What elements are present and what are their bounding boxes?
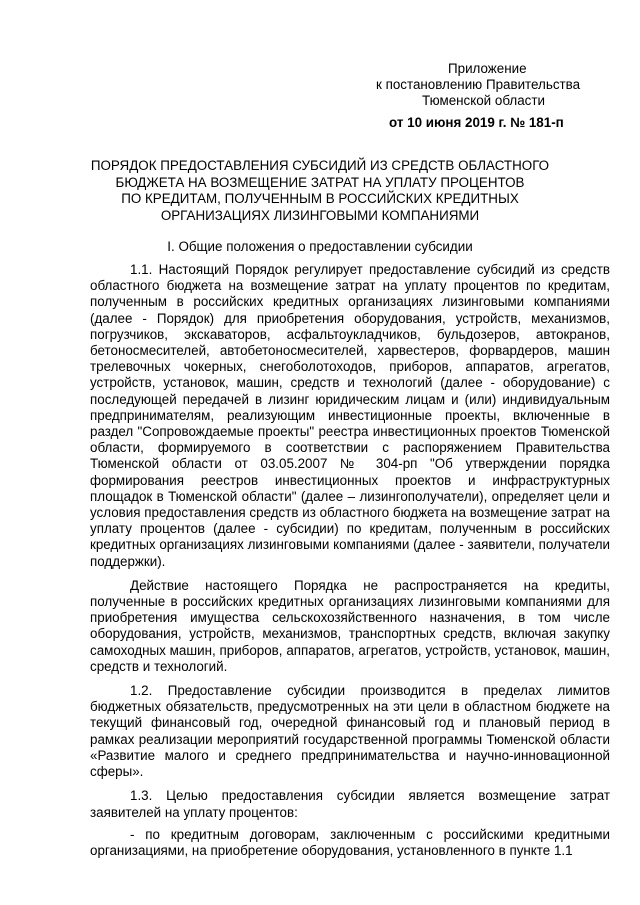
- title-line: ОРГАНИЗАЦИЯХ ЛИЗИНГОВЫМИ КОМПАНИЯМИ: [160, 207, 480, 223]
- paragraph-1-2: 1.2. Предоставление субсидии производится в пределах лимитов бюджетных обязательств, предусмотренных на эти цели в областном бюджете на текущий финансовый год, очередной финансовый год и плановый период в рамках реализации мероприятий государственной программы Тюменской области «Развитие малого и среднего предпринимательства и научно-инновационной сферы».: [90, 683, 610, 780]
- appendix-region: Тюменской области: [422, 93, 545, 108]
- title-line: БЮДЖЕТА НА ВОЗМЕЩЕНИЕ ЗАТРАТ НА УПЛАТУ ПРОЦЕНТОВ: [115, 174, 525, 190]
- document-body: [90, 262, 610, 867]
- paragraph-exclusion: Действие настоящего Порядка не распространяется на кредиты, полученные в российских кредитных организациях лизинговыми компаниями для приобретения имущества сельскохозяйственного назначения, в том числе оборудования, устройств, механизмов, транспортных средств, включая закупку самоходных машин, приборов, аппаратов, агрегатов, устройств, установок, машин, средств и технологий.: [90, 577, 610, 674]
- paragraph-credit-contracts: - по кредитным договорам, заключенным с российскими кредитными организациями, на приобретение оборудования, установленного в пункте 1.1: [90, 826, 610, 858]
- appendix-date-number: от 10 июня 2019 г. № 181-п: [389, 115, 564, 130]
- section-heading: I. Общие положения о предоставлении субсидии: [167, 239, 473, 254]
- appendix-resolution: к постановлению Правительства: [376, 77, 581, 92]
- paragraph-1-1: 1.1. Настоящий Порядок регулирует предоставление субсидий из средств областного бюджета на возмещение затрат на уплату процентов по кредитам, полученным в российских кредитных организациях лизинговыми компаниями (далее - Порядок) для приобретения оборудования, устройств, механизмов, погрузчиков, экскаваторов, асфальтоукладчиков, бульдозеров, автокранов, бетоносмесителей, автобетоносмесителей, харвестеров, форвардеров, машин трелевочных чокерных, снегоболотоходов, приборов, аппаратов, агрегатов, устройств, установок, машин, средств и технологий (далее - оборудование) с последующей передачей в лизинг юридическим лицам и (или) индивидуальным предпринимателям, реализующим инвестиционные проекты, включенные в раздел "Сопровождаемые проекты" реестра инвестиционных проектов Тюменской области, формируемого в соответствии с распоряжением Правительства Тюменской области от 03.05.2007 № 304-рп "Об утверждении порядка формирования реестров инвестиционных проектов и инфраструктурных площадок в Тюменской области" (далее – лизингополучатели), определяет цели и условия предоставления средств из областного бюджета на возмещение затрат на уплату процентов (далее - субсидии) по кредитам, полученным в российских кредитных организациях лизинговыми компаниями (далее - заявители, получатели поддержки).: [90, 262, 610, 569]
- document-title: [90, 158, 550, 224]
- title-line: ПО КРЕДИТАМ, ПОЛУЧЕННЫМ В РОССИЙСКИХ КРЕДИТНЫХ: [121, 191, 519, 206]
- title-line: ПОРЯДОК ПРЕДОСТАВЛЕНИЯ СУБСИДИЙ ИЗ СРЕДСТВ ОБЛАСТНОГО: [90, 158, 550, 173]
- appendix-block: [0, 61, 640, 131]
- appendix-label: Приложение: [448, 61, 527, 76]
- paragraph-1-3: 1.3. Целью предоставления субсидии является возмещение затрат заявителей на уплату процентов:: [90, 788, 610, 820]
